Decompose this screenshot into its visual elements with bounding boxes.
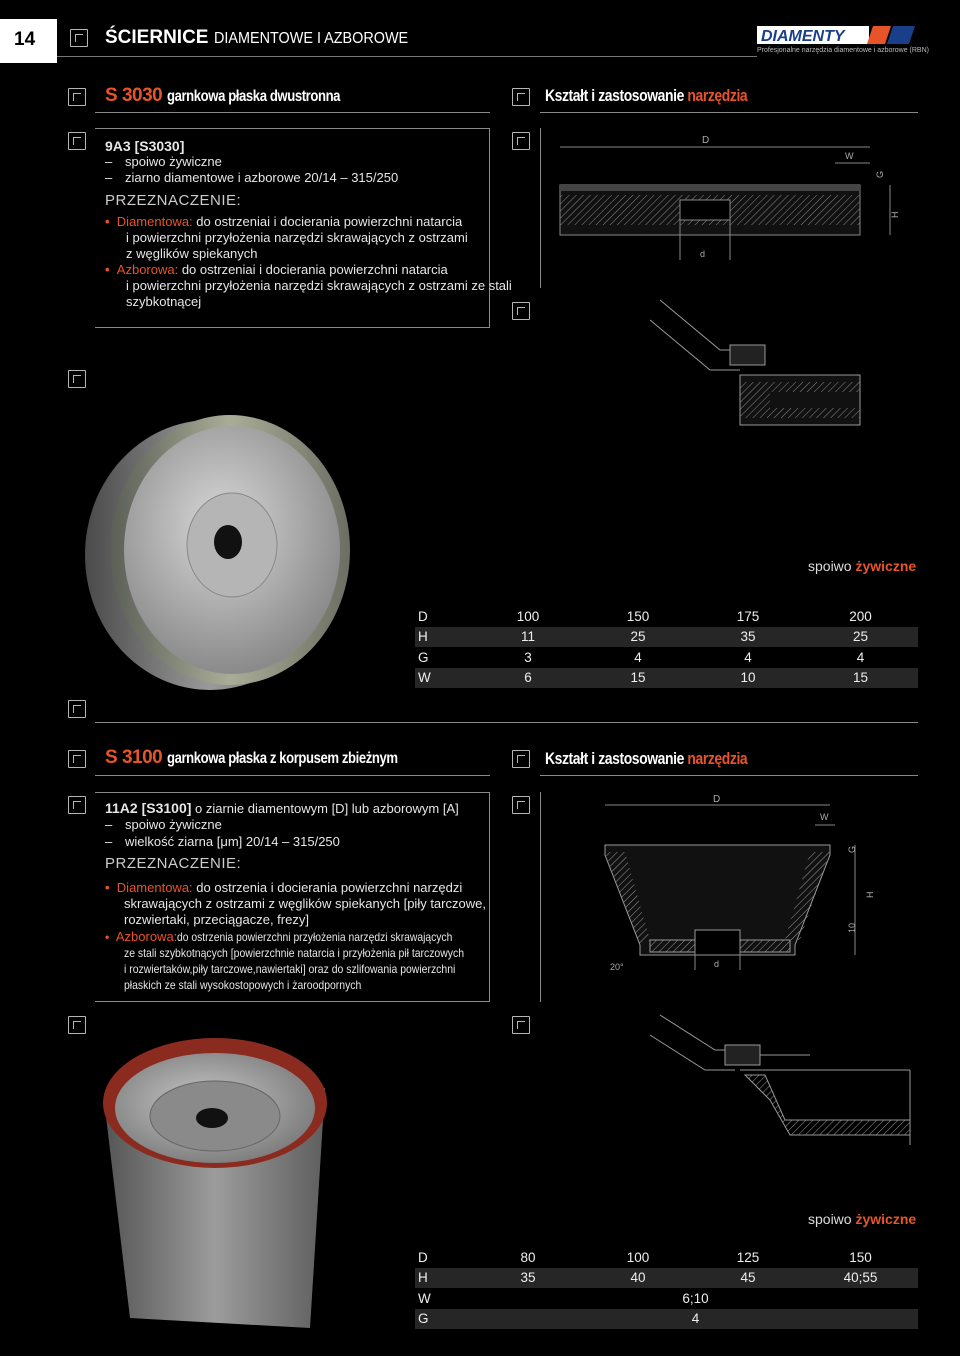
corner-ornament-icon [512,750,530,768]
section2-use-line: rozwiertaki, przeciągacze, frezy] [124,912,309,927]
table-cell: 175 [693,606,803,627]
shape-title-accent: narzędzia [687,86,748,105]
section2-rule [95,775,490,776]
table-cell: 6;10 [473,1288,918,1309]
corner-ornament-icon [68,88,86,106]
table-cell: 200 [803,606,918,627]
dim-angle: 20° [610,962,624,972]
table-cell: G [415,1309,473,1330]
use-name: Azborowa: [115,929,178,944]
use-text: do ostrzeniai i docierania powierzchni natarcia [178,262,448,277]
use-text: do ostrzeniai i docierania powierzchni natarcia [192,214,463,229]
table-cell: 4 [693,647,803,668]
dim-W: W [820,812,829,822]
section1-name: garnkowa płaska dwustronna [167,88,341,105]
spec-line-text: spoiwo żywiczne [125,154,222,169]
spec-code: 11A2 [S3100] [105,800,192,816]
section2-use-line: i rozwiertaków,piły tarczowe,nawiertaki] oraz do szlifowania powierzchni [124,962,456,976]
dim-D: D [713,794,721,805]
section1-shape-title-text [545,86,747,106]
table-cell: W [415,668,473,689]
bond-prefix: spoiwo [808,558,852,574]
corner-ornament-icon [68,796,86,814]
table-cell: 15 [583,668,693,689]
shape-title-label: Kształt i zastosowanie [545,749,684,768]
dim-W: W [845,151,854,161]
table-row [415,668,918,689]
section2-wheel-photo [60,1028,360,1338]
section1-code: S 3030 [105,85,163,106]
corner-ornament-icon [512,1016,530,1034]
spec-code-tail: o ziarnie diamentowym [D] lub azborowym [A] [191,801,459,816]
section1-application-sketch [640,290,900,440]
section2-purpose-label: PRZEZNACZENIE: [105,855,242,872]
section2-spec-line: – spoiwo żywiczne [105,817,222,832]
table-cell: D [415,606,473,627]
section1-spec-line: – spoiwo żywiczne [105,154,222,169]
bond-prefix: spoiwo [808,1211,852,1227]
dim-H: H [890,211,900,218]
spec-line-text: spoiwo żywiczne [125,817,222,832]
section2-cross-section-drawing [580,790,900,980]
table-cell: 4 [803,647,918,668]
table-cell: 80 [473,1247,583,1268]
corner-ornament-icon [68,750,86,768]
section1-use-line: z węglików spiekanych [126,246,258,261]
section1-wheel-photo [60,370,360,700]
table-cell: 40 [583,1268,693,1289]
page-number: 14 [14,29,36,50]
section2-shape-title-text [545,749,747,769]
section2-spec-code [105,800,459,817]
brand-tagline: Profesjonalne narzędzia diamentowe i azborowe (RBN) [757,47,929,54]
table-row [415,647,918,668]
table-cell: 150 [803,1247,918,1268]
brand-logo-icon [757,24,917,46]
section1-title [105,85,378,107]
section2-code: S 3100 [105,747,163,768]
table-cell: 4 [473,1309,918,1330]
section1-use-diamond: • Diamentowa: do ostrzeniai i docierania powierzchni natarcia [105,214,463,229]
header-rule [57,56,757,57]
spec-line-text: ziarno diamentowe i azborowe 20/14 – 315/250 [125,170,399,185]
corner-ornament-icon [512,88,530,106]
corner-ornament-icon [68,700,86,718]
table-cell: 6 [473,668,583,689]
section-divider [95,722,918,723]
table-row [415,1309,918,1330]
table-cell: 100 [473,606,583,627]
dim-G: G [875,170,885,178]
section2-title [105,747,448,769]
section1-bond [808,558,916,574]
dim-d: d [700,249,706,259]
dim-D: D [702,135,710,146]
section1-spec-line: – ziarno diamentowe i azborowe 20/14 – 315/250 [105,170,399,185]
section1-cross-section-drawing [540,125,920,275]
table-cell: D [415,1247,473,1268]
table-row [415,627,918,648]
dim-10: 10 [847,922,857,933]
table-cell: 35 [473,1268,583,1289]
section1-use-azbor: • Azborowa: do ostrzeniai i docierania powierzchni natarcia [105,262,448,277]
table-cell: G [415,647,473,668]
section2-use-line: ze stali szybkotnących [powierzchnie natarcia i przyłożenia pił tarczowych [124,946,465,960]
table-cell: 11 [473,627,583,648]
table-cell: 125 [693,1247,803,1268]
dim-G: G [847,845,857,853]
corner-ornament-icon [512,796,530,814]
bond-name: żywiczne [855,1211,917,1227]
section1-purpose-label: PRZEZNACZENIE: [105,192,242,209]
table-cell: 25 [803,627,918,648]
table-cell: H [415,1268,473,1289]
page-title-bold: ŚCIERNICE [105,27,209,48]
corner-ornament-icon [512,132,530,150]
divider [540,792,541,1002]
brand-logo-text: DIAMENTY [761,28,845,45]
section1-use-line: i powierzchni przyłożenia narzędzi skrawających z ostrzami [126,230,468,245]
bond-name: żywiczne [855,558,917,574]
section2-use-diamond: • Diamentowa: do ostrzenia i docierania powierzchni narzędzi [105,880,463,895]
section2-application-sketch [640,1010,920,1160]
section2-bond [808,1211,916,1227]
table-cell: 10 [693,668,803,689]
table-cell: 100 [583,1247,693,1268]
table-row [415,606,918,627]
use-text: do ostrzenia i docierania powierzchni narzędzi [192,880,463,895]
section2-name: garnkowa płaska z korpusem zbieżnym [167,750,398,767]
shape-title-accent: narzędzia [687,749,748,768]
table-cell: W [415,1288,473,1309]
corner-ornament-icon [512,302,530,320]
use-name: Diamentowa: [116,880,193,895]
corner-ornament-icon [68,132,86,150]
table-cell: 150 [583,606,693,627]
page-title [105,27,429,49]
table-row [415,1288,918,1309]
section2-spec-line: – wielkość ziarna [μm] 20/14 – 315/250 [105,834,340,849]
section1-use-line: szybkotnącej [126,294,202,309]
use-name: Diamentowa: [116,214,193,229]
table-cell: 4 [583,647,693,668]
section1-shape-rule [540,112,918,113]
section2-use-azbor: • Azborowa:do ostrzenia powierzchni przyłożenia narzędzi skrawających [105,929,453,944]
table-row [415,1247,918,1268]
spec-line-text: wielkość ziarna [μm] 20/14 – 315/250 [125,834,340,849]
table-cell: 15 [803,668,918,689]
brand-logo [757,24,917,46]
dim-d: d [714,959,720,969]
section1-shape-title [545,86,792,106]
table-cell: 25 [583,627,693,648]
table-cell: 45 [693,1268,803,1289]
dim-H: H [865,891,875,898]
shape-title-label: Kształt i zastosowanie [545,86,684,105]
section2-use-line: skrawających z ostrzami z węglików spiekanych [piły tarczowe, [124,896,486,911]
section2-size-table [415,1247,918,1329]
table-cell: H [415,627,473,648]
section2-shape-title [545,748,792,770]
corner-ornament-icon [70,29,88,47]
table-row [415,1268,918,1289]
use-text: do ostrzenia powierzchni przyłożenia narzędzi skrawających [177,930,453,944]
section1-use-line: i powierzchni przyłożenia narzędzi skrawających z ostrzami ze stali [126,278,512,293]
section2-shape-rule [540,775,918,776]
table-cell: 35 [693,627,803,648]
use-name: Azborowa: [116,262,179,277]
section1-rule [95,112,490,113]
section2-use-line: płaskich ze stali wysokostopowych i żaroodpornych [124,978,362,992]
section1-spec-code: 9A3 [S3030] [105,138,185,154]
table-cell: 40;55 [803,1268,918,1289]
table-cell: 3 [473,647,583,668]
section1-size-table [415,606,918,688]
page-title-rest: DIAMENTOWE I AZBOROWE [213,30,408,47]
